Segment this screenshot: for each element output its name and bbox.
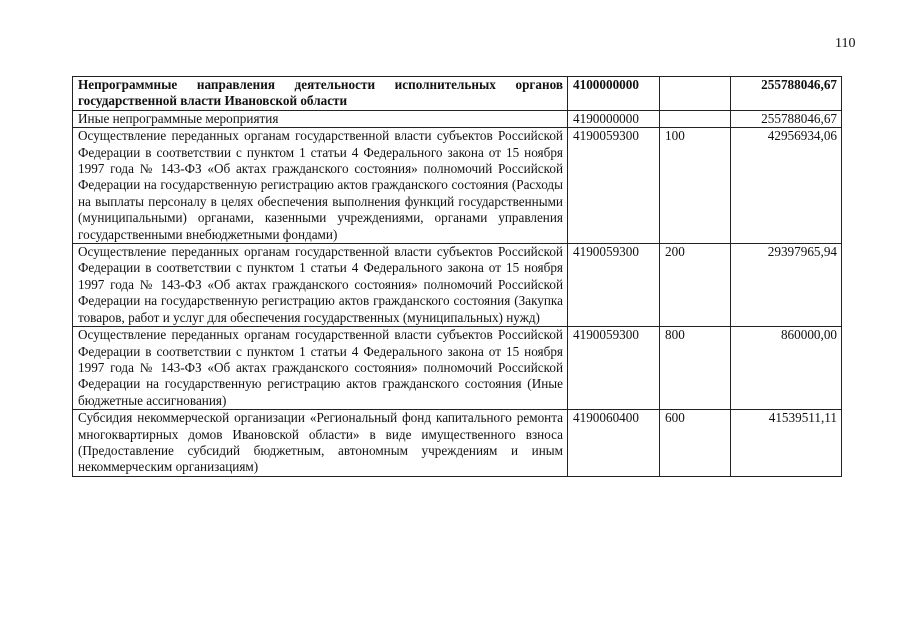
- row-expense-type: 800: [660, 327, 731, 410]
- table-row: [73, 327, 842, 410]
- row-description: Иные непрограммные мероприятия: [73, 110, 568, 127]
- row-amount: 860000,00: [731, 327, 842, 410]
- row-expense-type: 600: [660, 410, 731, 477]
- table-row: [73, 77, 842, 111]
- table-row: [73, 128, 842, 244]
- row-target-code: 4190000000: [568, 110, 660, 127]
- row-amount: 255788046,67: [731, 110, 842, 127]
- row-description: Субсидия некоммерческой организации «Региональный фонд капитального ремонта многоквартирных домов Ивановской области» в виде имущественного взноса (Предоставление субсидий бюджетным, автономным учреждениям и иным некоммерческим организациям): [73, 410, 568, 477]
- row-description: Осуществление переданных органам государственной власти субъектов Российской Федерации в соответствии с пунктом 1 статьи 4 Федерального закона от 15 ноября 1997 года № 143-ФЗ «Об актах гражданского состояния» полномочий Российской Федерации на государственную регистрацию актов гражданского состояния (Иные бюджетные ассигнования): [73, 327, 568, 410]
- row-description: Осуществление переданных органам государственной власти субъектов Российской Федерации в соответствии с пунктом 1 статьи 4 Федерального закона от 15 ноября 1997 года № 143-ФЗ «Об актах гражданского состояния» полномочий Российской Федерации на государственную регистрацию актов гражданского состояния (Расходы на выплаты персоналу в целях обеспечения выполнения функций государственными (муниципальными) органами, казенными учреждениями, органами управления государственными внебюджетными фондами): [73, 128, 568, 244]
- row-amount: 42956934,06: [731, 128, 842, 244]
- row-expense-type: 200: [660, 244, 731, 327]
- table-row: [73, 244, 842, 327]
- row-target-code: 4190059300: [568, 327, 660, 410]
- row-target-code: 4190060400: [568, 410, 660, 477]
- row-amount: 255788046,67: [731, 77, 842, 111]
- table-row: [73, 410, 842, 477]
- row-target-code: 4190059300: [568, 128, 660, 244]
- row-expense-type: [660, 77, 731, 111]
- budget-table: [72, 76, 842, 477]
- row-description: Осуществление переданных органам государственной власти субъектов Российской Федерации в соответствии с пунктом 1 статьи 4 Федерального закона от 15 ноября 1997 года № 143-ФЗ «Об актах гражданского состояния» полномочий Российской Федерации на государственную регистрацию актов гражданского состояния (Закупка товаров, работ и услуг для обеспечения государственных (муниципальных) нужд): [73, 244, 568, 327]
- table-row: [73, 110, 842, 127]
- row-description: Непрограммные направления деятельности исполнительных органов государственной власти Ивановской области: [73, 77, 568, 111]
- row-expense-type: [660, 110, 731, 127]
- page-number: 110: [835, 36, 856, 51]
- row-expense-type: 100: [660, 128, 731, 244]
- row-target-code: 4100000000: [568, 77, 660, 111]
- row-amount: 41539511,11: [731, 410, 842, 477]
- row-target-code: 4190059300: [568, 244, 660, 327]
- row-amount: 29397965,94: [731, 244, 842, 327]
